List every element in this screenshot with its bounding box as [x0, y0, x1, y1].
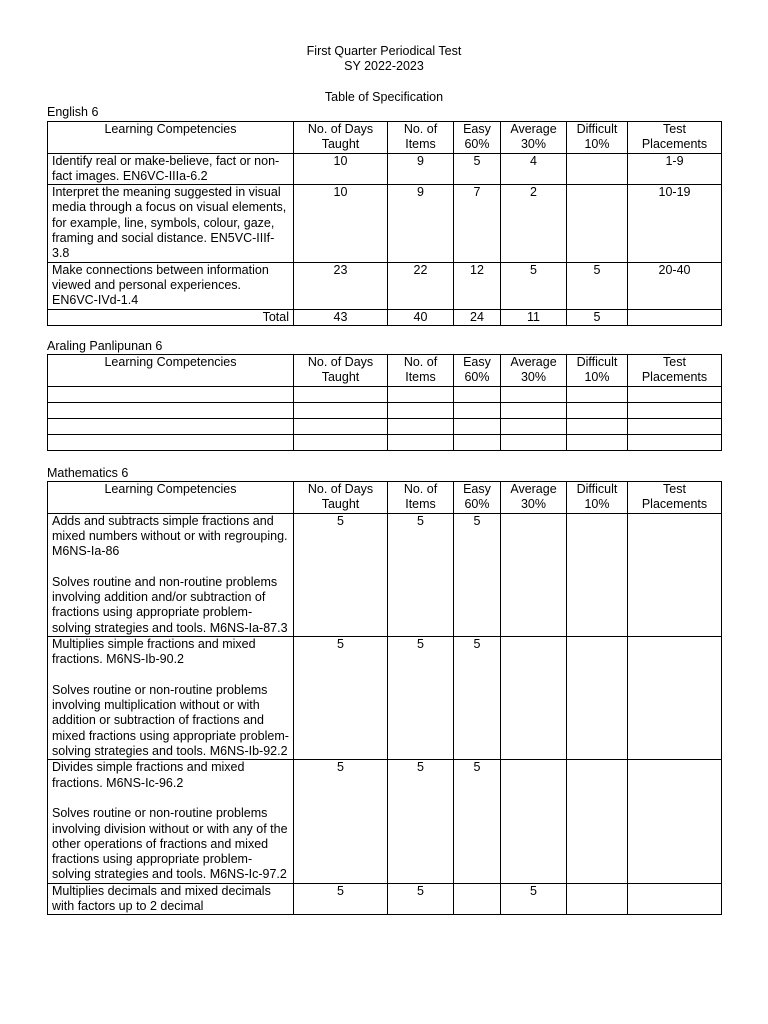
araling-table: [47, 354, 722, 451]
total-label: Total: [48, 309, 294, 325]
total-items: 40: [388, 309, 454, 325]
col-days-taught: No. of Days Taught: [294, 355, 388, 387]
days-cell: 10: [294, 153, 388, 185]
table-row: [48, 386, 722, 402]
col-easy: Easy 60%: [454, 482, 501, 514]
easy-cell: 5: [454, 153, 501, 185]
total-difficult: 5: [567, 309, 628, 325]
placement-cell: [628, 513, 722, 636]
competency-cell: Identify real or make-believe, fact or non-fact images. EN6VC-IIIa-6.2: [48, 153, 294, 185]
col-easy: Easy 60%: [454, 122, 501, 154]
col-test-placements: Test Placements: [628, 355, 722, 387]
table-row: [48, 418, 722, 434]
total-days: 43: [294, 309, 388, 325]
average-cell: 4: [501, 153, 567, 185]
col-items: No. of Items: [388, 122, 454, 154]
table-row: [48, 434, 722, 450]
difficult-cell: [567, 185, 628, 262]
competency-cell: Make connections between information viewed and personal experiences. EN6VC-IVd-1.4: [48, 262, 294, 309]
days-cell: 5: [294, 513, 388, 636]
average-cell: [501, 636, 567, 759]
english-header-row: [48, 122, 722, 154]
placement-cell: [628, 636, 722, 759]
difficult-cell: [567, 883, 628, 915]
col-learning-competencies: Learning Competencies: [48, 482, 294, 514]
math-subject-label: Mathematics 6: [47, 466, 129, 480]
items-cell: 5: [388, 513, 454, 636]
table-row: [48, 185, 722, 262]
araling-subject-label: Araling Panlipunan 6: [47, 339, 163, 353]
easy-cell: 7: [454, 185, 501, 262]
competency-cell: Interpret the meaning suggested in visual media through a focus on visual elements, for example, line, symbols, colour, gaze, framing and social distance. EN5VC-IIIf-3.8: [48, 185, 294, 262]
placement-cell: 1-9: [628, 153, 722, 185]
english-subject-label: English 6: [47, 105, 99, 119]
difficult-cell: [567, 636, 628, 759]
math-table: [47, 481, 722, 915]
col-average: Average 30%: [501, 122, 567, 154]
days-cell: 23: [294, 262, 388, 309]
table-row: [48, 636, 722, 759]
table-row: [48, 760, 722, 883]
items-cell: 5: [388, 636, 454, 759]
col-learning-competencies: Learning Competencies: [48, 122, 294, 154]
difficult-cell: [567, 760, 628, 883]
table-row: [48, 153, 722, 185]
days-cell: 10: [294, 185, 388, 262]
total-average: 11: [501, 309, 567, 325]
col-items: No. of Items: [388, 482, 454, 514]
col-days-taught: No. of Days Taught: [294, 482, 388, 514]
average-cell: 2: [501, 185, 567, 262]
col-average: Average 30%: [501, 355, 567, 387]
school-year: SY 2022-2023: [344, 59, 424, 73]
placement-cell: [628, 760, 722, 883]
math-header-row: [48, 482, 722, 514]
col-test-placements: Test Placements: [628, 482, 722, 514]
total-row: [48, 309, 722, 325]
easy-cell: 5: [454, 636, 501, 759]
items-cell: 5: [388, 760, 454, 883]
col-learning-competencies: Learning Competencies: [48, 355, 294, 387]
items-cell: 22: [388, 262, 454, 309]
placement-cell: [628, 883, 722, 915]
items-cell: 5: [388, 883, 454, 915]
days-cell: 5: [294, 883, 388, 915]
average-cell: [501, 760, 567, 883]
average-cell: 5: [501, 883, 567, 915]
col-difficult: Difficult 10%: [567, 122, 628, 154]
easy-cell: [454, 883, 501, 915]
placement-cell: 10-19: [628, 185, 722, 262]
difficult-cell: 5: [567, 262, 628, 309]
average-cell: [501, 513, 567, 636]
items-cell: 9: [388, 153, 454, 185]
col-items: No. of Items: [388, 355, 454, 387]
table-row: [48, 513, 722, 636]
test-title: First Quarter Periodical Test: [306, 44, 462, 58]
table-row: [48, 402, 722, 418]
competency-cell: Adds and subtracts simple fractions and mixed numbers without or with regrouping. M6NS-Ia-86 Solves routine and non-routine problems involving addition and/or subtraction of fractions using appropriate problem-solving strategies and tools. M6NS-Ia-87.3: [48, 513, 294, 636]
difficult-cell: [567, 153, 628, 185]
difficult-cell: [567, 513, 628, 636]
table-row: [48, 262, 722, 309]
col-easy: Easy 60%: [454, 355, 501, 387]
competency-cell: Multiplies simple fractions and mixed fractions. M6NS-Ib-90.2 Solves routine or non-routine problems involving multiplication without or with addition or subtraction of fractions and mixed fractions using appropriate problem-solving strategies and tools. M6NS-Ib-92.2: [48, 636, 294, 759]
total-easy: 24: [454, 309, 501, 325]
competency-cell: Divides simple fractions and mixed fractions. M6NS-Ic-96.2 Solves routine or non-routine problems involving division without or with any of the other operations of fractions and mixed fractions using appropriate problem-solving strategies and tools. M6NS-Ic-97.2: [48, 760, 294, 883]
col-difficult: Difficult 10%: [567, 482, 628, 514]
competency-cell: Multiplies decimals and mixed decimals with factors up to 2 decimal: [48, 883, 294, 915]
col-average: Average 30%: [501, 482, 567, 514]
araling-header-row: [48, 355, 722, 387]
placement-cell: 20-40: [628, 262, 722, 309]
col-days-taught: No. of Days Taught: [294, 122, 388, 154]
days-cell: 5: [294, 760, 388, 883]
col-test-placements: Test Placements: [628, 122, 722, 154]
days-cell: 5: [294, 636, 388, 759]
easy-cell: 5: [454, 760, 501, 883]
tos-title: Table of Specification: [324, 90, 444, 104]
items-cell: 9: [388, 185, 454, 262]
table-row: [48, 883, 722, 915]
english-table: [47, 121, 722, 326]
easy-cell: 12: [454, 262, 501, 309]
average-cell: 5: [501, 262, 567, 309]
total-placement: [628, 309, 722, 325]
easy-cell: 5: [454, 513, 501, 636]
col-difficult: Difficult 10%: [567, 355, 628, 387]
